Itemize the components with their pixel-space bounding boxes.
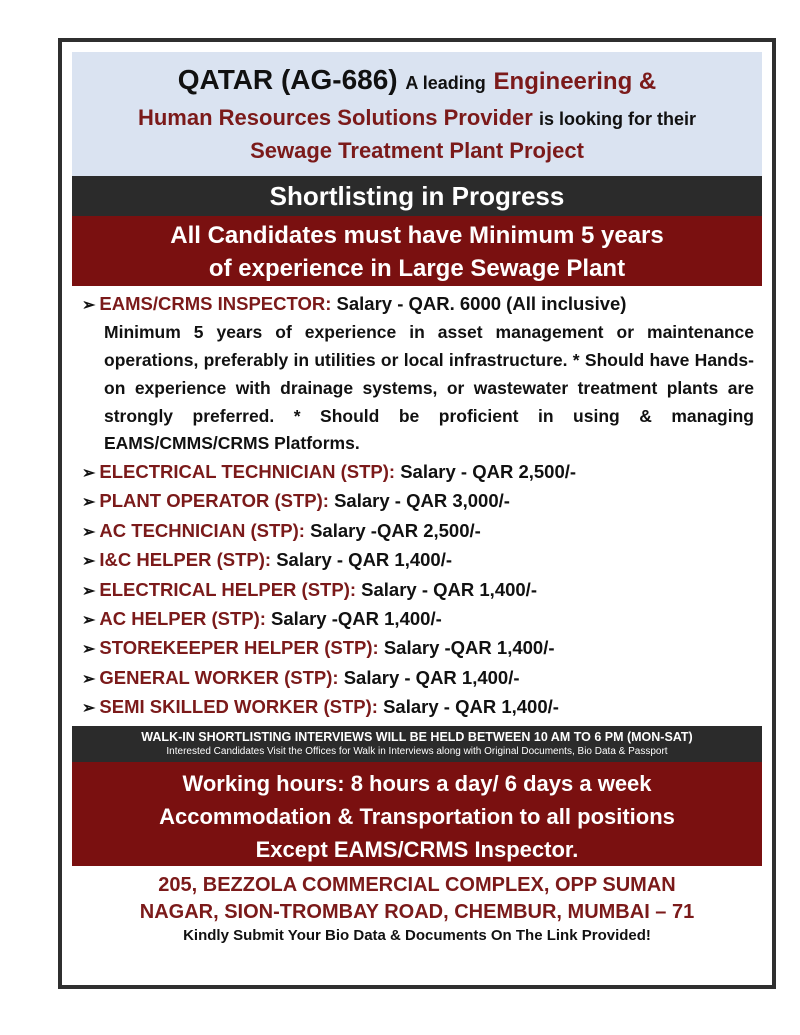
job-title: I&C HELPER (STP): <box>99 549 272 571</box>
job-salary: Salary -QAR 1,400/- <box>383 637 555 659</box>
job-item-featured <box>82 290 756 319</box>
job-salary: Salary -QAR 2,500/- <box>310 519 481 541</box>
job-title: EAMS/CRMS INSPECTOR: <box>99 293 332 314</box>
requirement-line-2: of experience in Large Sewage Plant <box>208 255 626 282</box>
hours-line-1: Working hours: 8 hours a day/ 6 days a week <box>182 770 652 796</box>
arrow-bullet-icon: ➢ <box>82 297 96 314</box>
project-name: Sewage Treatment Plant Project <box>250 138 584 163</box>
hours-line-2: Accommodation & Transportation to all positions <box>159 803 675 829</box>
address-block <box>72 866 762 946</box>
job-title: STOREKEEPER HELPER (STP): <box>99 637 379 659</box>
header-line-1 <box>72 62 762 101</box>
job-item <box>82 517 756 546</box>
arrow-bullet-icon: ➢ <box>82 494 96 512</box>
address-line-1: 205, BEZZOLA COMMERCIAL COMPLEX, OPP SUMAN <box>158 873 676 896</box>
job-title: AC TECHNICIAN (STP): <box>99 519 305 541</box>
poster-header <box>72 52 762 176</box>
job-item <box>82 634 756 663</box>
arrow-bullet-icon: ➢ <box>82 700 96 718</box>
working-hours-banner <box>72 762 762 866</box>
reference-code: (AG-686) <box>280 64 398 95</box>
country: QATAR <box>177 64 274 95</box>
company-part-2: Human Resources Solutions Provider <box>137 105 533 130</box>
job-salary: Salary - QAR 2,500/- <box>400 460 577 482</box>
job-list <box>72 286 762 723</box>
featured-job-description: Minimum 5 years of experience in asset management or maintenance operations, preferably in utilities or local infrastructure. * Should have Hands-on experience with drainage systems, or wastewater treatment plants are strongly preferred. * Should be proficient in using & managing EAMS/CMMS/CRMS Platforms. <box>104 322 754 454</box>
job-item <box>82 576 756 605</box>
job-title: ELECTRICAL HELPER (STP): <box>99 578 357 600</box>
job-salary: Salary - QAR 1,400/- <box>343 666 520 688</box>
arrow-bullet-icon: ➢ <box>82 611 96 629</box>
job-poster <box>72 52 762 946</box>
walkin-banner <box>72 726 762 762</box>
job-title: AC HELPER (STP): <box>99 607 266 629</box>
hours-line-3: Except EAMS/CRMS Inspector. <box>255 836 579 862</box>
job-salary: Salary - QAR 1,400/- <box>276 549 453 571</box>
job-title: ELECTRICAL TECHNICIAN (STP): <box>99 460 396 482</box>
shortlisting-banner: Shortlisting in Progress <box>72 176 762 216</box>
intro-text: A leading <box>405 73 486 93</box>
job-salary: Salary -QAR 1,400/- <box>271 607 442 629</box>
submit-note: Kindly Submit Your Bio Data & Documents On The Link Provided! <box>183 926 651 944</box>
address-line-2: NAGAR, SION-TROMBAY ROAD, CHEMBUR, MUMBAI – 71 <box>139 900 695 923</box>
company-part-1: Engineering & <box>493 68 657 95</box>
arrow-bullet-icon: ➢ <box>82 582 96 600</box>
job-salary: Salary - QAR. 6000 (All inclusive) <box>336 293 627 314</box>
job-title: SEMI SKILLED WORKER (STP): <box>99 696 378 718</box>
job-item <box>82 487 756 516</box>
job-item <box>82 605 756 634</box>
walkin-line-2: Interested Candidates Visit the Offices for Walk in Interviews along with Original Documents, Bio Data & Passport <box>166 745 668 757</box>
job-item <box>82 458 756 487</box>
job-salary: Salary - QAR 1,400/- <box>361 578 537 600</box>
requirement-line-1: All Candidates must have Minimum 5 years <box>170 222 664 249</box>
walkin-line-1: WALK-IN SHORTLISTING INTERVIEWS WILL BE HELD BETWEEN 10 AM TO 6 PM (MON-SAT) <box>141 729 693 744</box>
arrow-bullet-icon: ➢ <box>82 523 96 541</box>
job-salary: Salary - QAR 3,000/- <box>334 490 510 512</box>
header-line-2 <box>72 101 762 136</box>
job-item <box>82 664 756 693</box>
job-item <box>82 546 756 575</box>
arrow-bullet-icon: ➢ <box>82 641 96 659</box>
job-title: PLANT OPERATOR (STP): <box>99 490 329 512</box>
job-title: GENERAL WORKER (STP): <box>99 666 339 688</box>
requirement-banner <box>72 216 762 286</box>
job-salary: Salary - QAR 1,400/- <box>383 696 559 718</box>
looking-text: is looking for their <box>538 109 696 129</box>
arrow-bullet-icon: ➢ <box>82 670 96 688</box>
arrow-bullet-icon: ➢ <box>82 464 96 482</box>
arrow-bullet-icon: ➢ <box>82 553 96 571</box>
job-item <box>82 693 756 722</box>
